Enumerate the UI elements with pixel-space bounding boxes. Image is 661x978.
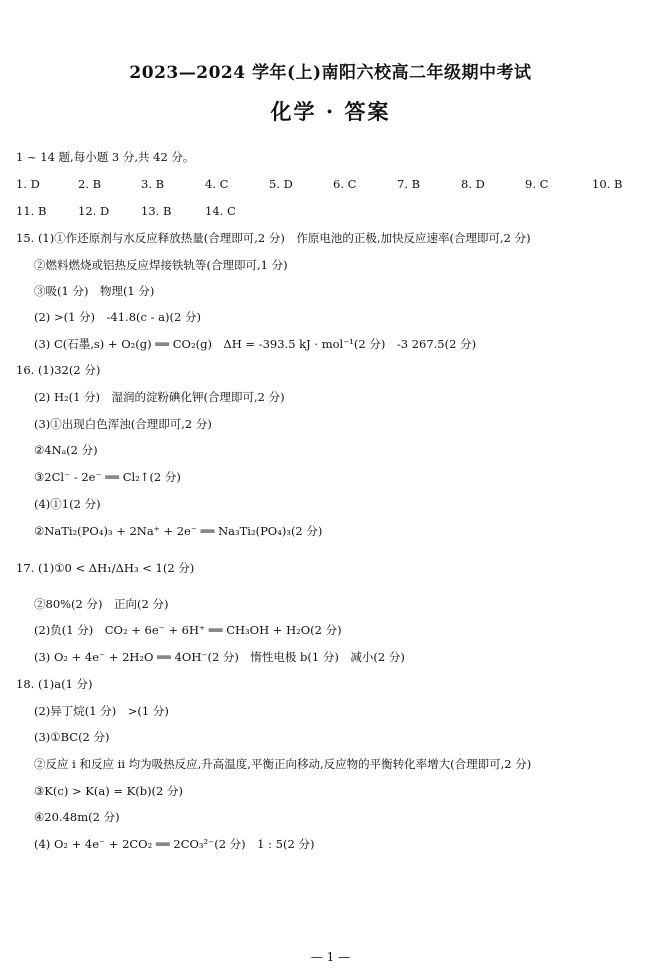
choice-answer: 13. B xyxy=(141,204,172,218)
q18-line: (3)①BC(2 分) xyxy=(34,730,110,744)
choice-answer: 3. B xyxy=(141,177,165,191)
choice-answer: 7. B xyxy=(397,177,421,191)
choice-answer: 4. C xyxy=(205,177,229,191)
q17-line: (3) O₂ + 4e⁻ + 2H₂O ══ 4OH⁻(2 分) 惰性电极 b(1 分) 减小(2 分) xyxy=(34,650,405,664)
q18-line: 18. (1)a(1 分) xyxy=(16,677,93,691)
q16-line: (4)①1(2 分) xyxy=(34,497,101,511)
choice-intro: 1 ~ 14 题,每小题 3 分,共 42 分。 xyxy=(16,150,195,164)
choice-answer: 12. D xyxy=(78,204,110,218)
q18-line: ③K(c) > K(a) = K(b)(2 分) xyxy=(34,784,184,798)
choice-answer: 8. D xyxy=(461,177,485,191)
choice-answer: 2. B xyxy=(78,177,102,191)
q16-line: ②NaTi₂(PO₄)₃ + 2Na⁺ + 2e⁻ ══ Na₃Ti₂(PO₄)₃(2 分) xyxy=(34,524,323,538)
q18-line: (4) O₂ + 4e⁻ + 2CO₂ ══ 2CO₃²⁻(2 分) 1 : 5(2 分) xyxy=(34,837,315,851)
q15-line: (3) C(石墨,s) + O₂(g) ══ CO₂(g) ΔH = -393.5 kJ · mol⁻¹(2 分) -3 267.5(2 分) xyxy=(34,337,477,351)
q18-line: (2)异丁烷(1 分) >(1 分) xyxy=(34,704,169,718)
q17-line: 17. (1)①0 < ΔH₁/ΔH₃ < 1(2 分) xyxy=(16,561,195,575)
choice-answer: 9. C xyxy=(525,177,549,191)
choice-answer: 1. D xyxy=(16,177,40,191)
q17-line: ②80%(2 分) 正向(2 分) xyxy=(34,597,169,611)
q16-line: ②4Nₐ(2 分) xyxy=(34,443,98,457)
q16-line: 16. (1)32(2 分) xyxy=(16,363,101,377)
q18-line: ④20.48m(2 分) xyxy=(34,810,120,824)
choice-answer: 5. D xyxy=(269,177,293,191)
q16-line: (2) H₂(1 分) 湿润的淀粉碘化钾(合理即可,2 分) xyxy=(34,390,285,404)
exam-title: 2023—2024 学年(上)南阳六校高二年级期中考试 xyxy=(129,63,532,83)
choice-answer: 11. B xyxy=(16,204,47,218)
page-number: — 1 — xyxy=(310,950,351,964)
q15-line: (2) >(1 分) -41.8(c - a)(2 分) xyxy=(34,310,201,324)
exam-subtitle: 化学 · 答案 xyxy=(270,99,391,124)
q15-line: ③吸(1 分) 物理(1 分) xyxy=(34,284,155,298)
choice-answer: 6. C xyxy=(333,177,357,191)
q18-line: ②反应 i 和反应 ii 均为吸热反应,升高温度,平衡正向移动,反应物的平衡转化率增大(合理即可,2 分) xyxy=(34,757,532,771)
q17-line: (2)负(1 分) CO₂ + 6e⁻ + 6H⁺ ══ CH₃OH + H₂O(2 分) xyxy=(34,623,342,637)
q15-line: 15. (1)①作还原剂与水反应释放热量(合理即可,2 分) 作原电池的正极,加快反应速率(合理即可,2 分) xyxy=(16,231,531,245)
q16-line: ③2Cl⁻ - 2e⁻ ══ Cl₂↑(2 分) xyxy=(34,470,181,484)
choice-answer: 10. B xyxy=(592,177,623,191)
q16-line: (3)①出现白色浑浊(合理即可,2 分) xyxy=(34,417,212,431)
choice-answer: 14. C xyxy=(205,204,236,218)
q15-line: ②燃料燃烧或铝热反应焊接铁轨等(合理即可,1 分) xyxy=(34,258,288,272)
